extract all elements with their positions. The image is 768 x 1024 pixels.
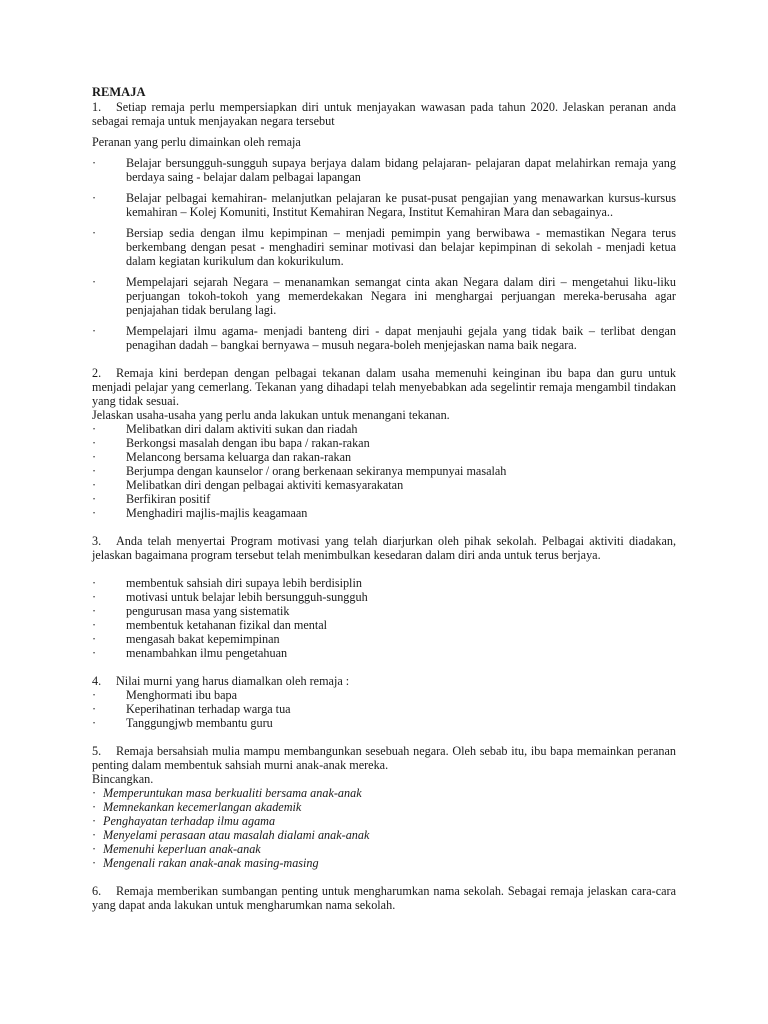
bullet-icon: · — [92, 478, 97, 492]
bullet-icon: · — [92, 324, 97, 338]
document-title: REMAJA — [92, 85, 146, 99]
question-text: Setiap remaja perlu mempersiapkan diri untuk menjayakan wawasan pada tahun 2020. Jelaskan peranan anda sebagai remaja untuk menjayakan negara tersebut — [92, 100, 676, 128]
question-5 — [92, 744, 676, 772]
bullet-icon: · — [92, 828, 97, 842]
question-number: 3. — [92, 534, 102, 548]
list-item: · Melibatkan diri dalam aktiviti sukan dan riadah — [92, 422, 358, 436]
bullet-icon: · — [92, 716, 97, 730]
bullet-icon: · — [92, 450, 97, 464]
list-item: · mengasah bakat kepemimpinan — [92, 632, 280, 646]
bullet-icon: · — [92, 191, 97, 205]
question-text: Remaja bersahsiah mulia mampu membangunkan sesebuah negara. Oleh sebab itu, ibu bapa memainkan peranan penting dalam membentuk sahsiah murni anak-anak mereka. — [92, 744, 676, 772]
bullet-icon: · — [92, 226, 97, 240]
list-item: · Berjumpa dengan kaunselor / orang berkenaan sekiranya mempunyai masalah — [92, 464, 507, 478]
bullet-icon: · — [92, 856, 97, 870]
bullet-icon: · — [92, 842, 97, 856]
list-item: · Belajar pelbagai kemahiran- melanjutkan pelajaran ke pusat-pusat pengajian yang menawarkan kursus-kursus kemahiran – Kolej Komuniti, Institut Kemahiran Negara, Institut Kemahiran Mara dan sebagainya.. — [92, 191, 676, 219]
question-text: Remaja memberikan sumbangan penting untuk mengharumkan nama sekolah. Sebagai remaja jelaskan cara-cara yang dapat anda lakukan untuk mengharumkan nama sekolah. — [92, 884, 676, 912]
question-text: Nilai murni yang harus diamalkan oleh remaja : — [116, 674, 350, 688]
bullet-icon: · — [92, 646, 97, 660]
bullet-icon: · — [92, 618, 97, 632]
list-item: · Melibatkan diri dengan pelbagai aktiviti kemasyarakatan — [92, 478, 404, 492]
bullet-icon: · — [92, 800, 97, 814]
question-number: 6. — [92, 884, 102, 898]
question-3 — [92, 534, 676, 562]
bullet-icon: · — [92, 786, 97, 800]
q2-prompt: Jelaskan usaha-usaha yang perlu anda lakukan untuk menangani tekanan. — [92, 408, 450, 422]
bullet-icon: · — [92, 590, 97, 604]
bullet-icon: · — [92, 464, 97, 478]
list-item: · Melancong bersama keluarga dan rakan-rakan — [92, 450, 352, 464]
bullet-icon: · — [92, 156, 97, 170]
list-item: · membentuk sahsiah diri supaya lebih berdisiplin — [92, 576, 362, 590]
bullet-icon: · — [92, 576, 97, 590]
question-1 — [92, 100, 676, 128]
list-item: · Memperuntukan masa berkualiti bersama anak-anak — [92, 786, 362, 800]
question-number: 5. — [92, 744, 102, 758]
question-number: 1. — [92, 100, 102, 114]
question-6 — [92, 884, 676, 912]
bullet-icon: · — [92, 436, 97, 450]
list-item: · Berkongsi masalah dengan ibu bapa / rakan-rakan — [92, 436, 370, 450]
bullet-icon: · — [92, 506, 97, 520]
list-item: · Menghormati ibu bapa — [92, 688, 238, 702]
list-item: · Menyelami perasaan atau masalah dialami anak-anak — [92, 828, 370, 842]
list-item: · Mempelajari sejarah Negara – menanamkan semangat cinta akan Negara dalam diri – mengetahui liku-liku perjuangan tokoh-tokoh yang memerdekakan Negara ini menghargai perjuangan mereka-berusaha agar penjajahan tidak berulang lagi. — [92, 275, 676, 317]
question-text: Anda telah menyertai Program motivasi yang telah diarjurkan oleh pihak sekolah. Pelbagai aktiviti diadakan, jelaskan bagaimana program tersebut telah menimbulkan kesedaran dalam diri anda untuk terus berjaya. — [92, 534, 676, 562]
question-number: 4. — [92, 674, 102, 688]
question-4 — [92, 674, 676, 688]
list-item: · menambahkan ilmu pengetahuan — [92, 646, 288, 660]
document-page — [92, 85, 676, 912]
q5-prompt: Bincangkan. — [92, 772, 154, 786]
bullet-icon: · — [92, 702, 97, 716]
bullet-icon: · — [92, 492, 97, 506]
list-item: · Memenuhi keperluan anak-anak — [92, 842, 261, 856]
list-item: · Mengenali rakan anak-anak masing-masing — [92, 856, 319, 870]
list-item: · Tanggungjwb membantu guru — [92, 716, 273, 730]
list-item: · Memnekankan kecemerlangan akademik — [92, 800, 302, 814]
list-item: · Berfikiran positif — [92, 492, 211, 506]
list-item: · pengurusan masa yang sistematik — [92, 604, 290, 618]
bullet-icon: · — [92, 422, 97, 436]
list-item: · motivasi untuk belajar lebih bersungguh-sungguh — [92, 590, 368, 604]
list-item: · Mempelajari ilmu agama- menjadi banteng diri - dapat menjauhi gejala yang tidak baik – terlibat dengan penagihan dadah – bangkai bernyawa – musuh negara-boleh menjejaskan nama baik negara. — [92, 324, 676, 352]
list-item: · Belajar bersungguh-sungguh supaya berjaya dalam bidang pelajaran- pelajaran dapat melahirkan remaja yang berdaya saing - belajar dalam pelbagai lapangan — [92, 156, 676, 184]
question-2 — [92, 366, 676, 408]
question-number: 2. — [92, 366, 102, 380]
list-item: · Menghadiri majlis-majlis keagamaan — [92, 506, 308, 520]
bullet-icon: · — [92, 814, 97, 828]
bullet-icon: · — [92, 275, 97, 289]
bullet-icon: · — [92, 688, 97, 702]
bullet-icon: · — [92, 604, 97, 618]
list-item: · Bersiap sedia dengan ilmu kepimpinan – menjadi pemimpin yang berwibawa - memastikan Negara terus berkembang dengan pesat - menghadiri seminar motivasi dan belajar kepimpinan di sekolah - menjadi ketua dalam kegiatan kurikulum dan kokurikulum. — [92, 226, 676, 268]
question-text: Remaja kini berdepan dengan pelbagai tekanan dalam usaha memenuhi keinginan ibu bapa dan guru untuk menjadi pelajar yang cemerlang. Tekanan yang dihadapi telah menyebabkan ada segelintir remaja mengambil tindakan yang tidak sesuai. — [92, 366, 676, 408]
list-item: · Penghayatan terhadap ilmu agama — [92, 814, 276, 828]
list-item: · membentuk ketahanan fizikal dan mental — [92, 618, 328, 632]
list-item: · Keperihatinan terhadap warga tua — [92, 702, 291, 716]
q1-heading: Peranan yang perlu dimainkan oleh remaja — [92, 135, 301, 149]
bullet-icon: · — [92, 632, 97, 646]
